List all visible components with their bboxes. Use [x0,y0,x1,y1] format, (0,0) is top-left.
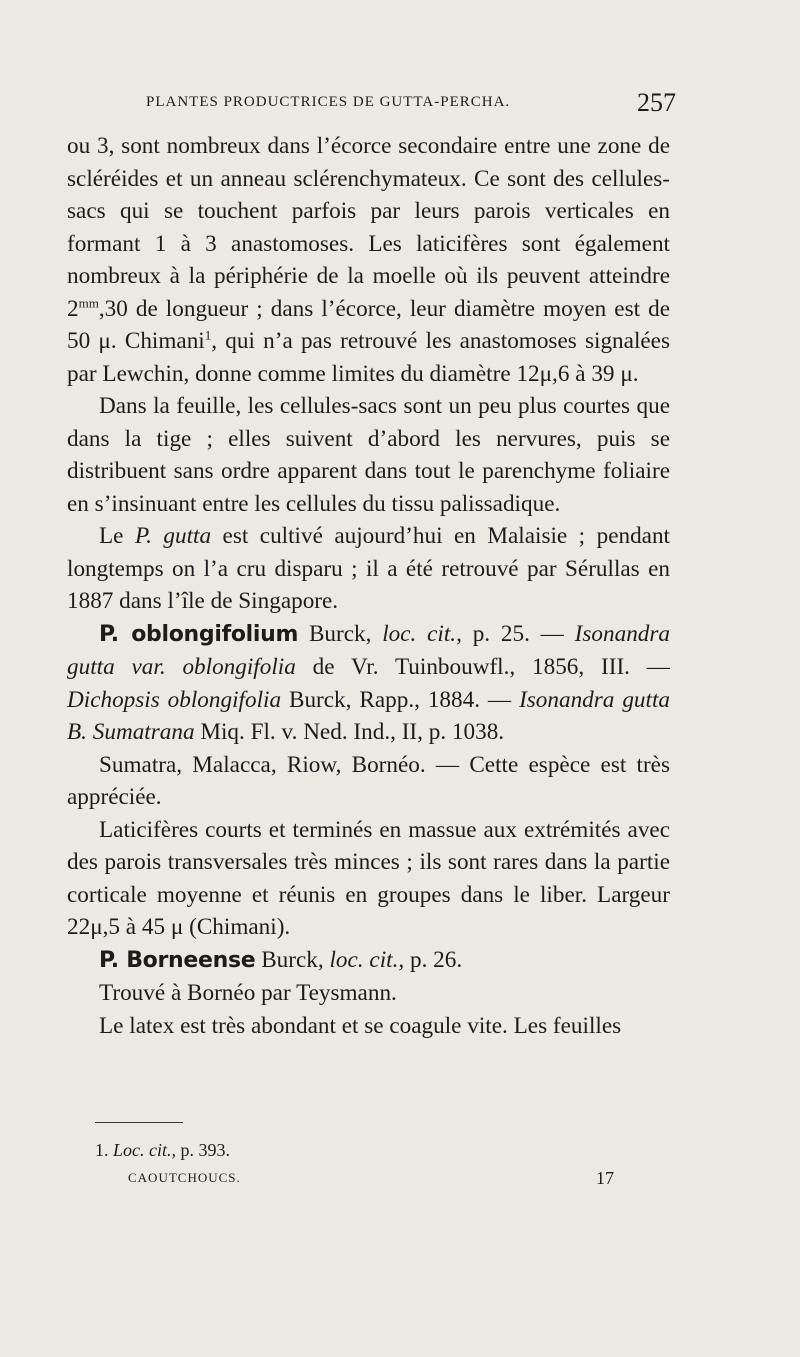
sheet-number: 17 [596,1168,614,1188]
body-text [67,130,670,1042]
paragraph: Trouvé à Bornéo par Teysmann. [99,980,397,1006]
paragraph: Le P. gutta est cultivé aujourd’hui en Malaisie ; pendant longtemps on l’a cru disparu ; il a été retrouvé par Sérullas en 1887 dans l’île de Singapore. [67,523,671,614]
paragraph: Le latex est très abondant et se coagule vite. Les feuilles [99,1012,622,1039]
page-header [146,90,676,130]
paragraph: Sumatra, Malacca, Riow, Bornéo. — Cette espèce est très appréciée. [67,751,670,810]
footnote-reference: 1 [204,327,212,343]
page-number: 257 [637,88,676,117]
species-heading: P. Borneense [99,947,256,973]
species-entry: P. oblongifolium Burck, loc. cit., p. 25. — Isonandra gutta var. oblongifolia de Vr. Tuinbouwfl., 1856, III. — Dichopsis oblongifolia Burck, Rapp., 1884. — Isonandra gutta B. Sumatrana Miq. Fl. v. Ned. Ind., II, p. 1038. [67,620,671,745]
species-name: P. gutta [134,523,212,549]
synonym: Dichopsis oblongifolia [67,686,282,713]
running-title: PLANTES PRODUCTRICES DE GUTTA-PERCHA. [146,94,511,110]
footnote-divider [95,1122,183,1123]
signature-mark: CAOUTCHOUCS. [128,1170,241,1185]
species-heading: P. oblongifolium [99,621,299,647]
paragraph: Dans la feuille, les cellules-sacs sont un peu plus courtes que dans la tige ; elles suivent d’abord les nervures, puis se distribuent sans ordre apparent dans tout le parenchyme foliaire en s’insinuant entre les cellules du tissu palissadique. [67,393,670,517]
footnote: 1. Loc. cit., p. 393. [95,1140,230,1160]
unit-superscript: mm [78,294,99,310]
species-entry: P. Borneense Burck, loc. cit., p. 26. [99,946,463,973]
synonym: Isonandra gutta B. Sumatrana [67,686,670,745]
synonym: Isonandra gutta var. oblongifolia [67,620,671,680]
paragraph: ou 3, sont nombreux dans l’écorce secondaire entre une zone de scléréides et un anneau sclérenchymateux. Ce sont des cellules-sacs qui se touchent parfois par leurs parois verticales en formant 1 à 3 anastomoses. Les laticifères sont également nombreux à la périphérie de la moelle où ils peuvent atteindre $2^{mm},30$ de longueur ; dans l’écorce, leur diamètre moyen est de 50 μ. Chimani$^1$, qui n’a pas retrouvé les anastomoses signalées par Lewchin, donne comme limites du diamètre 12μ,6 à 39 μ. [67,133,670,387]
paragraph: Laticifères courts et terminés en massue aux extrémités avec des parois transversales très minces ; ils sont rares dans la partie corticale moyenne et réunis en groupes dans le liber. Largeur 22μ,5 à 45 μ (Chimani). [67,816,670,940]
